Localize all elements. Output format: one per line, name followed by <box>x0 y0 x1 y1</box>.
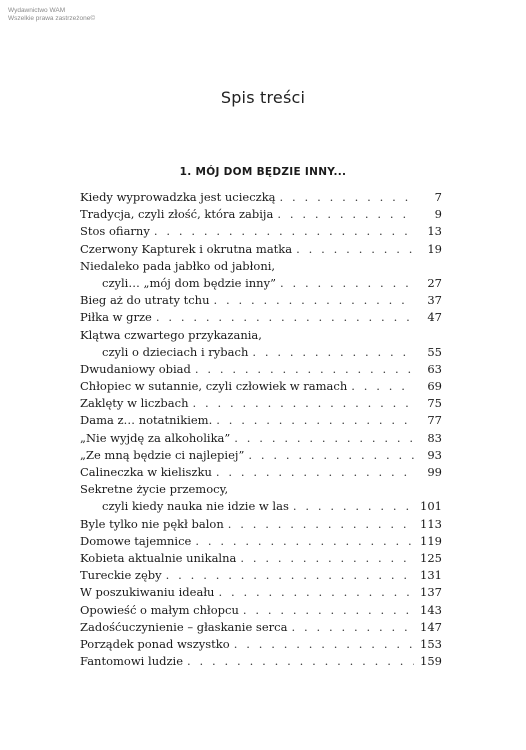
dot-leader <box>234 430 414 447</box>
toc-entry-title: Czerwony Kapturek i okrutna matka <box>80 241 293 256</box>
toc-entry-title: Chłopiec w sutannie, czyli człowiek w ramach <box>80 379 348 394</box>
toc-entry-title: czyli kiedy nauka nie idzie w las <box>102 499 289 514</box>
toc-entry-title: Fantomowi ludzie <box>80 654 184 669</box>
toc-entry-title: Calineczka w kieliszku <box>80 465 212 479</box>
toc-entry-title: Piłka w grze <box>80 310 152 325</box>
toc-entry-page-number: 147 <box>420 619 442 634</box>
toc-entry-page-number: 113 <box>420 516 442 531</box>
toc-entry <box>80 636 442 653</box>
toc-entry <box>80 241 442 258</box>
dot-leader <box>195 361 414 378</box>
dot-leader <box>277 206 414 223</box>
toc-entry-title: czyli… „mój dom będzie inny” <box>102 275 276 290</box>
toc-entry-title: Dama z… notatnikiem. <box>80 413 213 428</box>
toc-entry <box>80 464 442 481</box>
toc-entry-page-number: 101 <box>420 499 442 514</box>
toc-entry-page-number: 159 <box>420 654 442 669</box>
toc-entry <box>80 361 442 378</box>
toc-entry-page-number: 137 <box>420 585 442 600</box>
dot-leader <box>218 584 414 601</box>
toc-entry-title: „Ze mną będzie ci najlepiej” <box>80 447 245 462</box>
watermark-copyright: Wszelkie prawa zastrzeżone© <box>8 14 96 22</box>
toc-entry <box>80 481 442 498</box>
toc-entry-title: Kobieta aktualnie unikalna <box>80 550 237 565</box>
toc-entry-page-number: 63 <box>427 361 442 376</box>
toc-entry <box>80 275 442 292</box>
dot-leader <box>216 464 414 481</box>
dot-leader <box>240 550 414 567</box>
toc-entry-title: Tureckie zęby <box>80 568 162 583</box>
dot-leader <box>214 292 415 309</box>
toc-entry-title: Domowe tajemnice <box>80 533 192 548</box>
toc-entry <box>80 653 442 670</box>
toc-entry <box>80 395 442 412</box>
toc-entry <box>80 533 442 550</box>
toc-entry-page-number: 9 <box>434 207 442 222</box>
toc-entry-page-number: 83 <box>427 430 442 445</box>
dot-leader <box>248 447 414 464</box>
dot-leader <box>154 223 414 240</box>
dot-leader <box>166 567 414 584</box>
toc-entry <box>80 258 442 275</box>
toc-entry <box>80 309 442 326</box>
toc-entry-page-number: 13 <box>427 224 442 239</box>
toc-entry-page-number: 131 <box>420 568 442 583</box>
dot-leader <box>296 241 414 258</box>
watermark <box>8 7 95 22</box>
toc-entry-page-number: 153 <box>420 636 442 651</box>
dot-leader <box>156 309 414 326</box>
toc-entry-page-number: 69 <box>427 379 442 394</box>
toc-entry <box>80 206 442 223</box>
toc-entry <box>80 619 442 636</box>
toc-list <box>80 189 442 670</box>
toc-entry <box>80 378 442 395</box>
toc-entry-page-number: 7 <box>434 190 442 204</box>
toc-entry <box>80 292 442 309</box>
toc-entry <box>80 498 442 515</box>
dot-leader <box>293 498 414 515</box>
toc-entry-title: Porządek ponad wszystko <box>80 636 230 651</box>
watermark-publisher: Wydawnictwo WAM <box>8 7 66 14</box>
toc-entry <box>80 344 442 361</box>
toc-entry-title: Zadośćuczynienie – głaskanie serca <box>80 619 288 634</box>
toc-entry-page-number: 55 <box>427 344 442 359</box>
dot-leader <box>195 533 414 550</box>
toc-entry <box>80 412 442 429</box>
page-title: Spis treści <box>220 88 306 107</box>
toc-entry <box>80 223 442 240</box>
toc-entry-title: Klątwa czwartego przykazania, <box>80 327 262 342</box>
dot-leader <box>280 275 414 292</box>
toc-entry <box>80 327 442 344</box>
toc-entry <box>80 430 442 447</box>
section-heading: 1. MÓJ DOM BĘDZIE INNY... <box>179 166 347 178</box>
toc-entry <box>80 189 442 206</box>
toc-entry <box>80 584 442 601</box>
toc-entry-page-number: 47 <box>427 310 442 325</box>
toc-entry-title: Tradycja, czyli złość, która zabija <box>80 207 274 222</box>
dot-leader <box>216 412 414 429</box>
toc-entry-title: W poszukiwaniu ideału <box>80 585 215 600</box>
toc-entry-title: Niedaleko pada jabłko od jabłoni, <box>80 258 276 273</box>
toc-entry-page-number: 37 <box>427 293 442 308</box>
toc-entry-page-number: 119 <box>420 533 442 548</box>
toc-entry-page-number: 125 <box>420 550 442 565</box>
dot-leader <box>193 395 415 412</box>
toc-entry-title: Zaklęty w liczbach <box>80 396 189 411</box>
toc-entry-page-number: 99 <box>427 465 442 479</box>
toc-entry-page-number: 77 <box>427 413 442 428</box>
dot-leader <box>280 189 414 206</box>
toc-entry <box>80 550 442 567</box>
toc-entry-page-number: 143 <box>420 602 442 617</box>
toc-entry-title: Opowieść o małym chłopcu <box>80 602 239 617</box>
toc-entry-page-number: 75 <box>427 396 442 411</box>
toc-entry <box>80 602 442 619</box>
dot-leader <box>243 602 414 619</box>
dot-leader <box>187 653 414 670</box>
toc-entry-title: Bieg aż do utraty tchu <box>80 293 210 308</box>
toc-entry-page-number: 27 <box>427 275 442 290</box>
toc-entry <box>80 567 442 584</box>
toc-entry-title: Dwudaniowy obiad <box>80 361 191 376</box>
toc-entry <box>80 516 442 533</box>
dot-leader <box>234 636 414 653</box>
toc-entry-title: Stos ofiarny <box>80 224 150 239</box>
toc-entry-title: „Nie wyjdę za alkoholika” <box>80 430 231 445</box>
toc-entry <box>80 447 442 464</box>
dot-leader <box>228 516 414 533</box>
toc-entry-title: Byle tylko nie pękł balon <box>80 516 224 531</box>
toc-entry-page-number: 19 <box>427 241 442 256</box>
toc-entry-title: Sekretne życie przemocy, <box>80 482 229 497</box>
toc-entry-title: czyli o dzieciach i rybach <box>102 344 249 359</box>
toc-entry-title: Kiedy wyprowadzka jest ucieczką <box>80 190 276 204</box>
dot-leader <box>252 344 414 361</box>
dot-leader <box>291 619 414 636</box>
dot-leader <box>351 378 414 395</box>
toc-entry-page-number: 93 <box>427 447 442 462</box>
